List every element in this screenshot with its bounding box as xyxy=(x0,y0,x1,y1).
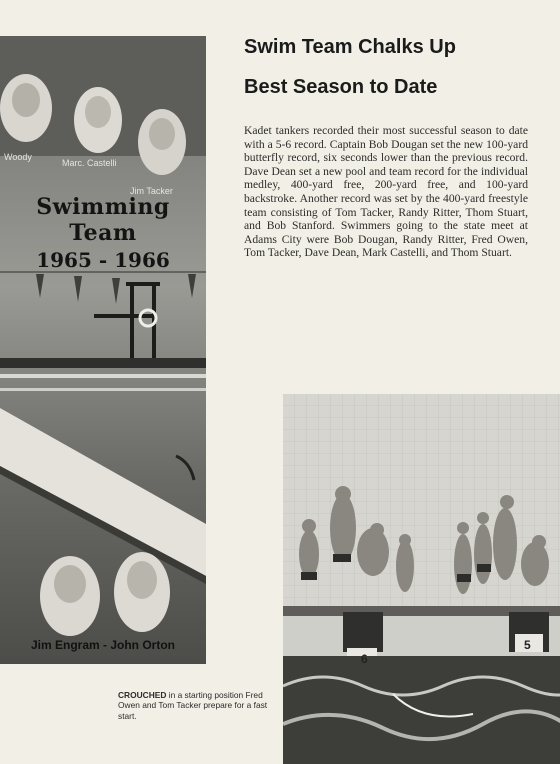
bottom-portrait-names: Jim Engram - John Orton xyxy=(30,638,175,652)
caption-text: in a starting position Fred Owen and Tom Tacker prepare for a fast start. xyxy=(118,690,268,721)
collage-graphic xyxy=(0,36,206,664)
action-photo-graphic xyxy=(283,394,560,764)
lane-number-6: 6 xyxy=(361,652,368,666)
caption-lead: CROUCHED xyxy=(118,690,167,700)
headline-line-2: Best Season to Date xyxy=(244,76,438,98)
swimmers-starting-block-photo xyxy=(283,394,560,764)
banner-title: Swimming Team xyxy=(36,194,170,246)
portrait-name-castelli: Marc. Castelli xyxy=(62,158,117,168)
team-banner xyxy=(0,194,206,272)
article-body: Kadet tankers recorded their most successful season to date with a 5-6 record. Captain Bob Dougan set the new 100-yard butterfly record, six seconds lower than the previous record. Dave Dean set a new pool and team record for the individual medley, 400-yard free, 200-yard free, and 100-yard backstroke. Another record was set by the 400-yard freestyle team consisting of Tom Tacker, Randy Ritter, Thom Stuart, and Bob Stanford. Swimmers going to the state meet at Adams City were Bob Dougan, Randy Ritter, Fred Owen, Tom Tacker, Dave Dean, Mark Castelli, and Thom Stuart. xyxy=(244,124,528,260)
photo-caption xyxy=(118,690,276,721)
banner-years: 1965 - 1966 xyxy=(36,248,170,272)
headline-line-1: Swim Team Chalks Up xyxy=(244,36,456,58)
lane-number-5: 5 xyxy=(524,638,531,652)
swim-team-collage-photo xyxy=(0,36,206,664)
portrait-name-woody: Woody xyxy=(4,152,32,162)
portrait-name-tacker: Jim Tacker xyxy=(130,186,173,196)
